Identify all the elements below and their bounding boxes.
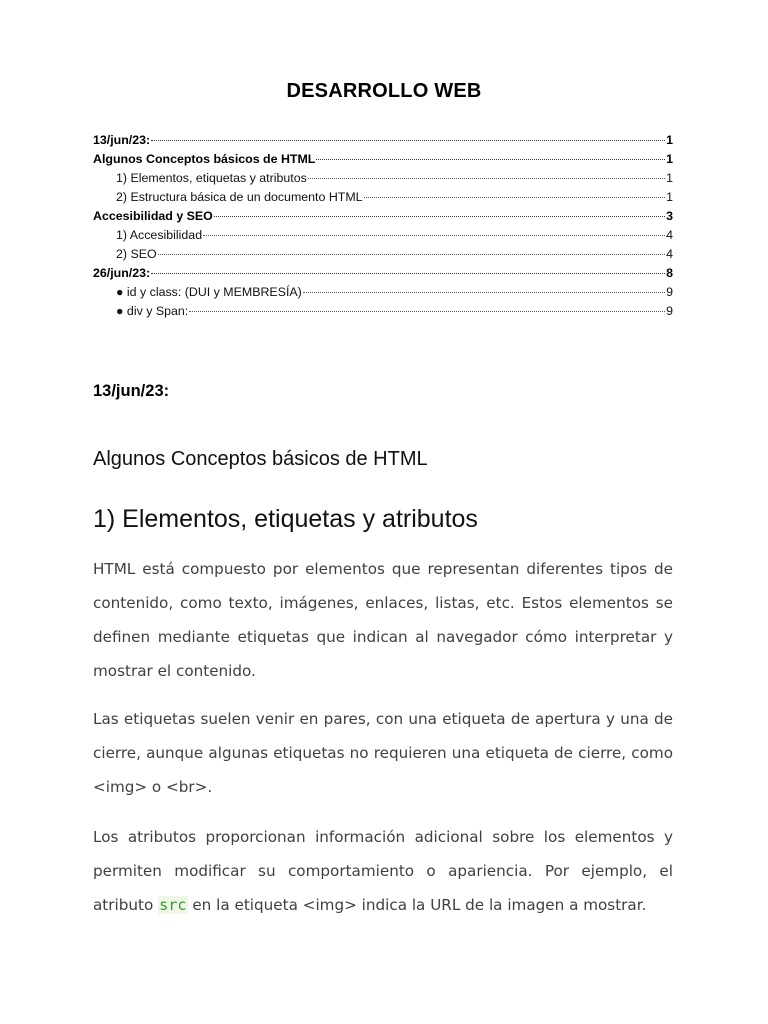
paragraph-text: Los atributos proporcionan información adicional sobre los elementos y permiten modificar su comportamiento o apariencia. Por ejemplo, el atributo xyxy=(93,828,673,914)
toc-entry-text: Accesibilidad y SEO xyxy=(93,209,213,223)
date-heading: 13/jun/23: xyxy=(93,382,170,400)
paragraph-attributes xyxy=(93,820,673,922)
toc-entry[interactable] xyxy=(93,283,673,302)
toc-leader xyxy=(151,273,665,274)
toc-entry-page: 1 xyxy=(666,171,673,185)
toc-entry-page: 1 xyxy=(666,133,673,147)
toc-entry[interactable] xyxy=(93,226,673,245)
toc-entry-page: 9 xyxy=(666,304,673,318)
toc-leader xyxy=(203,235,665,236)
toc-entry-text: ● id y class: (DUI y MEMBRESÍA) xyxy=(116,285,302,299)
toc-leader xyxy=(214,216,665,217)
toc-entry-page: 4 xyxy=(666,247,673,261)
toc-leader xyxy=(158,254,665,255)
toc-leader xyxy=(303,292,665,293)
toc-entry[interactable] xyxy=(93,150,673,169)
toc-entry-text: 1) Elementos, etiquetas y atributos xyxy=(116,171,307,185)
paragraph-text: en la etiqueta <img> indica la URL de la imagen a mostrar. xyxy=(187,896,647,914)
inline-code-src: src xyxy=(159,896,187,914)
toc-entry-page: 1 xyxy=(666,190,673,204)
toc-entry[interactable] xyxy=(93,302,673,321)
paragraph-elements: HTML está compuesto por elementos que representan diferentes tipos de contenido, como texto, imágenes, enlaces, listas, etc. Estos elementos se definen mediante etiquetas que indican al navegador cómo interpretar y mostrar el contenido. xyxy=(93,560,673,680)
toc-leader xyxy=(364,197,666,198)
subsection-heading: 1) Elementos, etiquetas y atributos xyxy=(93,505,478,533)
toc-entry-text: 1) Accesibilidad xyxy=(116,228,203,242)
toc-entry[interactable] xyxy=(93,188,673,207)
document-title: DESARROLLO WEB xyxy=(286,80,482,102)
toc-entry[interactable] xyxy=(93,169,673,188)
toc-entry-page: 9 xyxy=(666,285,673,299)
paragraph-tags: Las etiquetas suelen venir en pares, con una etiqueta de apertura y una de cierre, aunque algunas etiquetas no requieren una etiqueta de cierre, como <img> o <br>. xyxy=(93,710,673,796)
toc-entry-page: 3 xyxy=(666,209,673,223)
toc-entry[interactable] xyxy=(93,207,673,226)
toc-entry-page: 1 xyxy=(666,152,673,166)
toc-entry-page: 4 xyxy=(666,228,673,242)
toc-entry-text: 13/jun/23: xyxy=(93,133,151,147)
section-heading: Algunos Conceptos básicos de HTML xyxy=(93,448,428,470)
toc-leader xyxy=(308,178,665,179)
toc-leader xyxy=(189,311,665,312)
toc-entry[interactable] xyxy=(93,131,673,150)
toc-entry-text: 26/jun/23: xyxy=(93,266,151,280)
toc-entry-text: 2) Estructura básica de un documento HTML xyxy=(116,190,363,204)
table-of-contents xyxy=(93,131,673,321)
toc-entry-text: 2) SEO xyxy=(116,247,157,261)
toc-entry-text: ● div y Span: xyxy=(116,304,189,318)
toc-entry[interactable] xyxy=(93,245,673,264)
toc-entry[interactable] xyxy=(93,264,673,283)
toc-entry-page: 8 xyxy=(666,266,673,280)
toc-leader xyxy=(316,159,665,160)
toc-leader xyxy=(151,140,665,141)
toc-entry-text: Algunos Conceptos básicos de HTML xyxy=(93,152,316,166)
